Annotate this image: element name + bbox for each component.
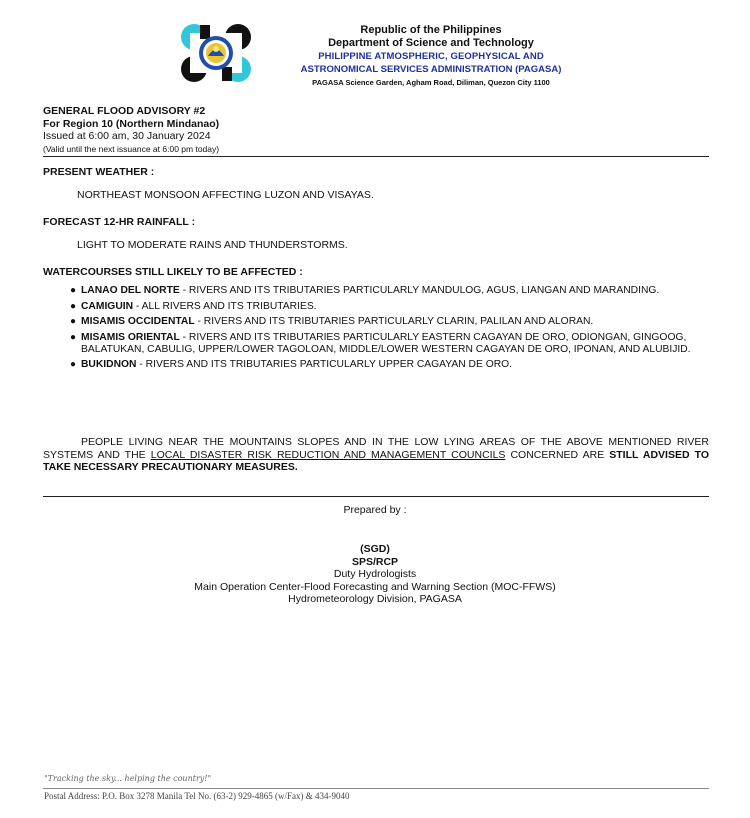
- area-name: CAMIGUIN: [81, 300, 134, 312]
- area-name: BUKIDNON: [81, 359, 137, 370]
- forecast-heading: FORECAST 12-HR RAINFALL :: [43, 216, 196, 228]
- precaution-notice: [43, 436, 709, 474]
- forecast-text: LIGHT TO MODERATE RAINS AND THUNDERSTORMS.: [77, 239, 348, 251]
- notice-text: PEOPLE LIVING NEAR THE MOUNTAINS SLOPES AND IN THE LOW LYING AREAS OF THE ABOVE MENTIONED RIVER SYSTEMS AND THE: [43, 436, 709, 461]
- republic-line: Republic of the Philippines: [360, 24, 502, 36]
- advisory-header: [43, 105, 443, 155]
- signatory-role: Duty Hydrologists: [333, 568, 417, 580]
- bullet-icon: ●: [70, 300, 77, 312]
- area-detail: - RIVERS AND ITS TRIBUTARIES PARTICULARLY UPPER CAGAYAN DE ORO.: [136, 359, 513, 370]
- prepared-by-label: Prepared by :: [343, 504, 407, 516]
- list-item: [43, 285, 703, 297]
- signature-block: [0, 543, 750, 606]
- area-name: MISAMIS ORIENTAL: [81, 331, 180, 343]
- header-divider: [43, 156, 709, 157]
- list-item: [43, 316, 703, 328]
- bullet-icon: ●: [70, 316, 77, 327]
- list-item: [43, 301, 703, 313]
- area-detail: - RIVERS AND ITS TRIBUTARIES PARTICULARLY EASTERN CAGAYAN DE ORO, ODIONGAN, GINGOOG, BALATUKAN, CABULIG, UPPER/LOWER TAGOLOAN, MIDDLE/LOWER WESTERN CAGAYAN DE ORO, IPONAN, AND ALUBIJID.: [81, 331, 691, 355]
- footer-address: Postal Address: P.O. Box 3278 Manila Tel No. (63-2) 929-4865 (w/Fax) & 434-9040: [44, 791, 350, 801]
- area-detail: - ALL RIVERS AND ITS TRIBUTARIES.: [133, 300, 317, 312]
- department-line: Department of Science and Technology: [328, 37, 534, 49]
- area-detail: - RIVERS AND ITS TRIBUTARIES PARTICULARLY MANDULOG, AGUS, LIANGAN AND MARANDING.: [179, 285, 660, 296]
- signatory-office: Main Operation Center-Flood Forecasting and Warning Section (MOC-FFWS): [194, 580, 556, 593]
- area-detail: - RIVERS AND ITS TRIBUTARIES PARTICULARLY CLARIN, PALILAN AND ALORAN.: [194, 316, 594, 327]
- bullet-icon: ●: [70, 359, 77, 370]
- watercourses-list: [43, 285, 703, 375]
- footer-motto: "Tracking the sky... helping the country!": [44, 774, 212, 783]
- bullet-icon: ●: [70, 331, 77, 343]
- signature-divider: [43, 496, 709, 497]
- present-weather-heading: PRESENT WEATHER :: [43, 166, 155, 178]
- list-item: [43, 332, 703, 356]
- advisory-issued: Issued at 6:00 am, 30 January 2024: [43, 130, 211, 142]
- notice-councils: LOCAL DISASTER RISK REDUCTION AND MANAGEMENT COUNCILS: [150, 448, 506, 461]
- advisory-title: GENERAL FLOOD ADVISORY #2: [43, 105, 206, 117]
- footer-divider: [43, 788, 709, 789]
- list-item: [43, 359, 703, 371]
- pagasa-logo-icon: [176, 23, 256, 83]
- advisory-validity: (Valid until the next issuance at 6:00 pm today): [43, 143, 220, 154]
- notice-text-2: CONCERNED ARE: [505, 448, 610, 461]
- signatory-initials: SPS/RCP: [351, 555, 399, 568]
- bullet-icon: ●: [70, 285, 77, 296]
- agency-name-line1: PHILIPPINE ATMOSPHERIC, GEOPHYSICAL AND: [318, 51, 544, 62]
- advisory-region: For Region 10 (Northern Mindanao): [43, 117, 220, 130]
- area-name: LANAO DEL NORTE: [81, 285, 180, 296]
- present-weather-text: NORTHEAST MONSOON AFFECTING LUZON AND VISAYAS.: [77, 189, 374, 201]
- agency-header: [268, 24, 594, 89]
- area-name: MISAMIS OCCIDENTAL: [81, 316, 195, 327]
- notice-emphasis: STILL ADVISED TO TAKE NECESSARY PRECAUTIONARY MEASURES.: [43, 448, 709, 473]
- agency-name-line2: ASTRONOMICAL SERVICES ADMINISTRATION (PAGASA): [300, 64, 562, 75]
- agency-address: PAGASA Science Garden, Agham Road, Diliman, Quezon City 1100: [312, 78, 550, 87]
- watercourses-heading: WATERCOURSES STILL LIKELY TO BE AFFECTED :: [43, 266, 303, 278]
- signatory-division: Hydrometeorology Division, PAGASA: [288, 593, 462, 605]
- signed-mark: (SGD): [360, 543, 390, 555]
